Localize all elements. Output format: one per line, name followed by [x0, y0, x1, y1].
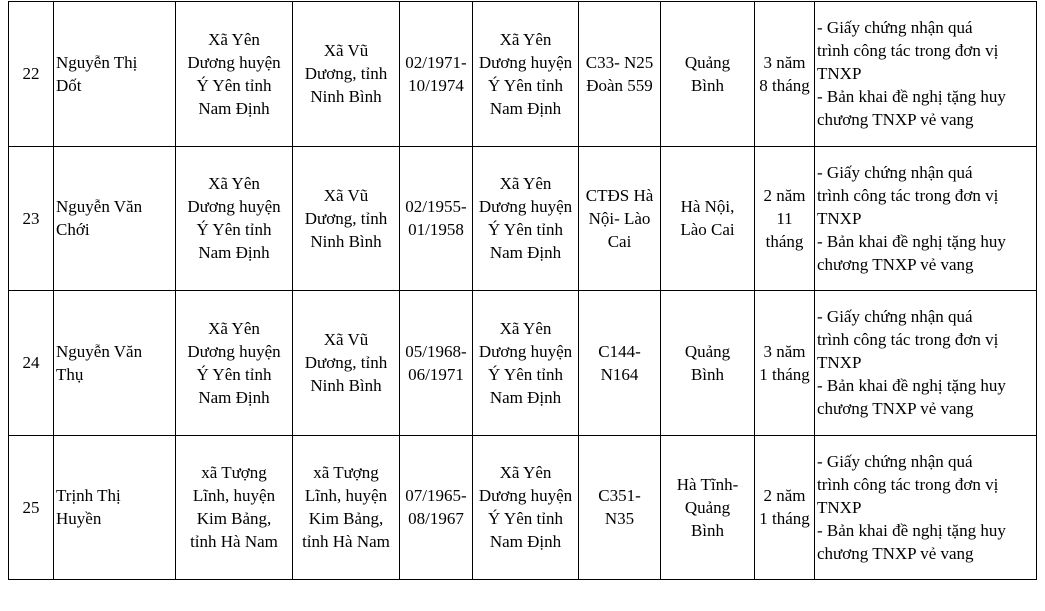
cell-service-duration-line: tháng	[765, 231, 804, 251]
cell-full-name	[54, 146, 176, 291]
table-row	[9, 291, 1037, 436]
cell-residence-before	[293, 2, 400, 147]
cell-service-duration-line: 1 tháng	[759, 509, 810, 529]
cell-service-duration-line: 8 tháng	[759, 75, 810, 95]
cell-service-area	[661, 2, 755, 147]
cell-documents-line: TNXP	[817, 353, 862, 373]
cell-service-period-line: 05/1968-	[405, 341, 467, 361]
cell-residence-before-line: Ninh Bình	[310, 87, 382, 107]
cell-unit	[579, 291, 661, 436]
cell-hometown	[176, 146, 293, 291]
cell-service-period-line: 01/1958	[408, 220, 464, 240]
cell-documents-line: - Giấy chứng nhận quá	[817, 307, 973, 327]
cell-unit-line: Cai	[607, 231, 632, 251]
cell-current-residence	[473, 435, 579, 580]
cell-documents-line: TNXP	[817, 497, 862, 517]
cell-full-name-line: Nguyễn Văn	[56, 341, 143, 361]
cell-residence-before-line: Dương, tỉnh	[304, 208, 388, 228]
cell-unit	[579, 146, 661, 291]
cell-unit-line: C351-	[598, 486, 641, 506]
cell-hometown-line: Kim Bảng,	[196, 509, 272, 529]
cell-hometown-line: Xã Yên	[208, 29, 260, 49]
cell-hometown-line: Xã Yên	[208, 174, 260, 194]
cell-full-name-line: Nguyễn Thị	[56, 52, 138, 72]
cell-hometown-line: Dương huyện	[187, 197, 281, 217]
cell-full-name-line: Nguyễn Văn	[56, 197, 143, 217]
cell-service-period	[400, 435, 473, 580]
cell-stt: 25	[9, 435, 54, 580]
cell-documents-line: trình công tác trong đơn vị	[817, 41, 999, 61]
cell-current-residence-line: Nam Định	[489, 243, 562, 263]
cell-unit-line: Nội- Lào	[588, 208, 651, 228]
cell-documents-line: - Giấy chứng nhận quá	[817, 162, 973, 182]
cell-current-residence	[473, 2, 579, 147]
cell-stt: 24	[9, 291, 54, 436]
cell-service-period	[400, 146, 473, 291]
cell-residence-before-line: xã Tượng	[313, 463, 379, 483]
cell-service-period-line: 02/1971-	[405, 52, 467, 72]
table-row	[9, 2, 1037, 147]
table-row	[9, 146, 1037, 291]
cell-service-area-line: Bình	[690, 364, 725, 384]
cell-service-area	[661, 435, 755, 580]
cell-hometown-line: Ý Yên tỉnh	[196, 75, 272, 95]
cell-current-residence-line: Xã Yên	[499, 463, 552, 483]
cell-documents-line: chương TNXP vẻ vang	[817, 110, 974, 130]
cell-documents-line: chương TNXP vẻ vang	[817, 543, 974, 563]
cell-current-residence-line: Nam Định	[489, 532, 562, 552]
cell-hometown-line: Nam Định	[198, 387, 270, 407]
cell-unit	[579, 2, 661, 147]
cell-documents-line: trình công tác trong đơn vị	[817, 185, 999, 205]
cell-service-area-line: Bình	[690, 75, 725, 95]
cell-service-duration-line: 11	[776, 208, 793, 228]
cell-service-area	[661, 146, 755, 291]
cell-service-area-line: Hà Nội,	[680, 197, 735, 217]
cell-current-residence-line: Dương huyện	[478, 486, 573, 506]
cell-service-duration-line: 3 năm	[763, 341, 806, 361]
cell-unit-line: Đoàn 559	[586, 75, 653, 95]
cell-hometown-line: xã Tượng	[201, 463, 267, 483]
cell-current-residence-line: Nam Định	[489, 387, 562, 407]
cell-service-period-line: 08/1967	[408, 509, 464, 529]
cell-service-duration	[755, 291, 815, 436]
cell-current-residence-line: Dương huyện	[478, 341, 573, 361]
cell-stt: 23	[9, 146, 54, 291]
cell-hometown-line: Xã Yên	[208, 318, 260, 338]
cell-service-period-line: 02/1955-	[405, 197, 467, 217]
cell-documents-line: TNXP	[817, 208, 862, 228]
cell-service-duration-line: 3 năm	[763, 52, 806, 72]
cell-residence-before-line: Xã Vũ	[323, 41, 369, 61]
cell-residence-before-line: Lĩnh, huyện	[304, 486, 388, 506]
cell-service-duration-line: 2 năm	[763, 185, 806, 205]
cell-documents-line: TNXP	[817, 64, 862, 84]
cell-full-name	[54, 291, 176, 436]
cell-service-area-line: Quảng	[684, 497, 731, 517]
cell-documents-line: - Bản khai đề nghị tặng huy	[817, 376, 1006, 396]
cell-documents-line: - Bản khai đề nghị tặng huy	[817, 231, 1006, 251]
cell-documents-line: trình công tác trong đơn vị	[817, 474, 999, 494]
cell-hometown-line: tỉnh Hà Nam	[190, 532, 278, 552]
cell-current-residence-line: Xã Yên	[499, 174, 552, 194]
cell-service-duration	[755, 146, 815, 291]
cell-hometown	[176, 2, 293, 147]
cell-residence-before	[293, 146, 400, 291]
cell-residence-before-line: Kim Bảng,	[308, 509, 384, 529]
cell-unit-line: C33- N25	[585, 52, 654, 72]
cell-unit-line: C144-	[598, 341, 641, 361]
cell-residence-before-line: Dương, tỉnh	[304, 64, 388, 84]
cell-service-period	[400, 2, 473, 147]
cell-residence-before-line: Xã Vũ	[323, 330, 369, 350]
cell-residence-before-line: Ninh Bình	[310, 231, 382, 251]
cell-hometown-line: Nam Định	[198, 98, 270, 118]
cell-current-residence-line: Dương huyện	[478, 52, 573, 72]
cell-residence-before-line: Dương, tỉnh	[304, 353, 388, 373]
cell-residence-before	[293, 435, 400, 580]
cell-hometown-line: Ý Yên tỉnh	[196, 220, 272, 240]
cell-unit	[579, 435, 661, 580]
cell-residence-before	[293, 291, 400, 436]
cell-current-residence-line: Dương huyện	[478, 197, 573, 217]
cell-current-residence-line: Ý Yên tỉnh	[488, 364, 563, 384]
cell-hometown-line: Ý Yên tỉnh	[196, 364, 272, 384]
records-table	[8, 1, 1037, 580]
cell-current-residence-line: Nam Định	[489, 98, 562, 118]
cell-full-name-line: Huyền	[56, 509, 102, 529]
cell-service-area	[661, 291, 755, 436]
cell-current-residence-line: Ý Yên tỉnh	[488, 220, 563, 240]
cell-service-duration-line: 2 năm	[763, 486, 806, 506]
cell-service-period-line: 10/1974	[408, 75, 464, 95]
cell-current-residence-line: Xã Yên	[499, 29, 552, 49]
cell-documents	[815, 2, 1037, 147]
cell-service-area-line: Bình	[690, 520, 725, 540]
cell-documents-line: - Giấy chứng nhận quá	[817, 18, 973, 38]
cell-current-residence	[473, 291, 579, 436]
cell-residence-before-line: Xã Vũ	[323, 185, 369, 205]
cell-stt: 22	[9, 2, 54, 147]
cell-hometown-line: Nam Định	[198, 243, 270, 263]
cell-service-duration-line: 1 tháng	[759, 364, 810, 384]
cell-service-area-line: Lào Cai	[680, 220, 735, 240]
cell-documents	[815, 146, 1037, 291]
cell-service-period	[400, 291, 473, 436]
cell-current-residence-line: Ý Yên tỉnh	[488, 75, 563, 95]
cell-hometown	[176, 291, 293, 436]
cell-documents-line: - Giấy chứng nhận quá	[817, 451, 973, 471]
table-row	[9, 435, 1037, 580]
cell-hometown	[176, 435, 293, 580]
cell-service-duration	[755, 435, 815, 580]
cell-service-area-line: Quảng	[684, 341, 731, 361]
cell-documents-line: - Bản khai đề nghị tặng huy	[817, 520, 1006, 540]
cell-hometown-line: Dương huyện	[187, 341, 281, 361]
cell-full-name-line: Dốt	[56, 75, 82, 95]
cell-documents-line: chương TNXP vẻ vang	[817, 254, 974, 274]
cell-full-name-line: Thụ	[56, 364, 84, 384]
cell-documents	[815, 435, 1037, 580]
cell-documents-line: - Bản khai đề nghị tặng huy	[817, 87, 1006, 107]
cell-unit-line: N35	[604, 509, 635, 529]
cell-full-name-line: Trịnh Thị	[56, 486, 121, 506]
cell-documents-line: trình công tác trong đơn vị	[817, 330, 999, 350]
cell-full-name-line: Chới	[56, 220, 90, 240]
cell-service-area-line: Hà Tĩnh-	[676, 474, 739, 494]
cell-residence-before-line: Ninh Bình	[310, 376, 382, 396]
cell-service-area-line: Quảng	[684, 52, 731, 72]
cell-documents	[815, 291, 1037, 436]
cell-documents-line: chương TNXP vẻ vang	[817, 399, 974, 419]
cell-full-name	[54, 2, 176, 147]
cell-unit-line: CTĐS Hà	[585, 185, 654, 205]
cell-current-residence-line: Xã Yên	[499, 318, 552, 338]
cell-service-period-line: 07/1965-	[405, 486, 467, 506]
cell-hometown-line: Dương huyện	[187, 52, 281, 72]
cell-service-period-line: 06/1971	[408, 364, 464, 384]
cell-full-name	[54, 435, 176, 580]
cell-current-residence	[473, 146, 579, 291]
cell-hometown-line: Lĩnh, huyện	[192, 486, 276, 506]
cell-unit-line: N164	[600, 364, 639, 384]
cell-current-residence-line: Ý Yên tỉnh	[488, 509, 563, 529]
cell-service-duration	[755, 2, 815, 147]
cell-residence-before-line: tỉnh Hà Nam	[302, 532, 390, 552]
table-body	[9, 2, 1037, 580]
